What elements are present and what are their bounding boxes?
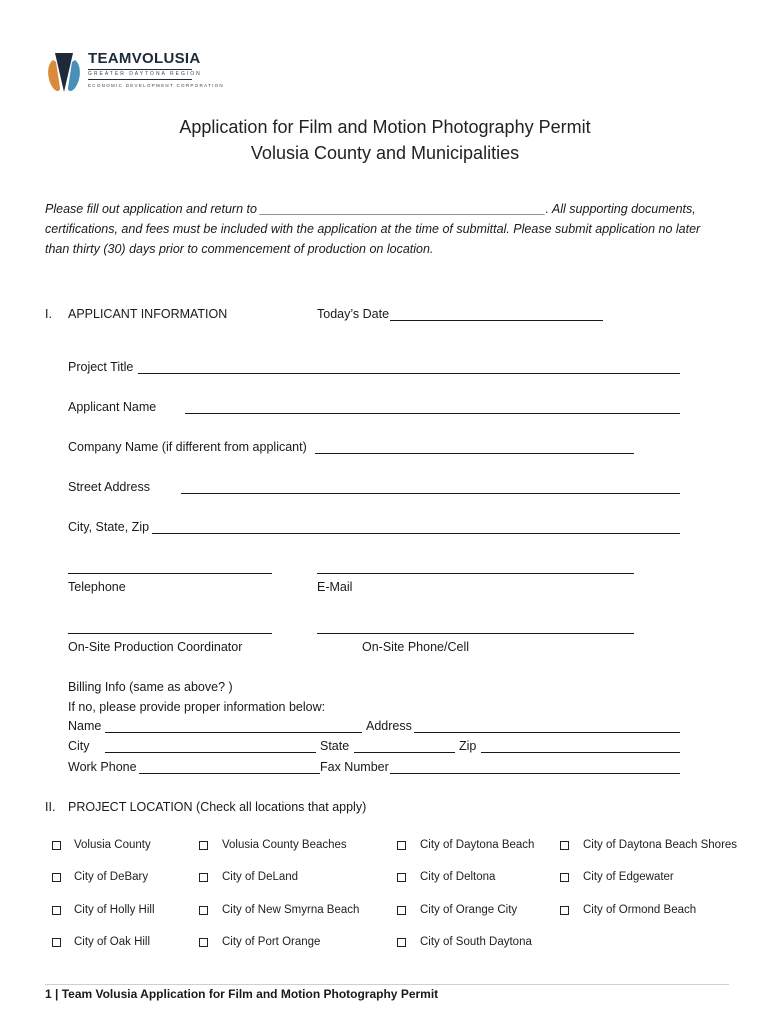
logo-tagline-region: GREATER DAYTONA REGION <box>88 71 202 77</box>
section-1-heading: APPLICANT INFORMATION <box>68 307 228 321</box>
email-label: E-Mail <box>317 580 353 594</box>
telephone-label: Telephone <box>68 580 126 594</box>
location-label: City of Orange City <box>420 904 518 916</box>
location-label: City of Ormond Beach <box>583 904 697 916</box>
section-2-heading: PROJECT LOCATION (Check all locations that apply) <box>68 800 367 814</box>
telephone-field[interactable] <box>68 573 272 574</box>
checkbox-edgewater[interactable] <box>560 873 569 882</box>
billing-zip-field[interactable] <box>481 752 680 753</box>
location-label: City of Daytona Beach <box>420 839 535 851</box>
street-address-label: Street Address <box>68 480 150 494</box>
applicant-name-label: Applicant Name <box>68 400 157 414</box>
location-label: City of South Daytona <box>420 936 532 948</box>
intro-line-3: than thirty (30) days prior to commencement of production on location. <box>45 242 434 256</box>
checkbox-deltona[interactable] <box>397 873 406 882</box>
todays-date-field[interactable] <box>390 320 603 321</box>
street-address-field[interactable] <box>181 493 680 494</box>
location-label: City of Edgewater <box>583 871 674 883</box>
logo-brand-volusia: VOLUSIA <box>131 50 201 67</box>
location-label: City of Port Orange <box>222 936 321 948</box>
project-title-label: Project Title <box>68 360 134 374</box>
checkbox-port-orange[interactable] <box>199 938 208 947</box>
billing-city-field[interactable] <box>105 752 316 753</box>
location-label: City of New Smyrna Beach <box>222 904 360 916</box>
location-label: City of Holly Hill <box>74 904 155 916</box>
document-subtitle: Volusia County and Municipalities <box>250 143 520 163</box>
section-2-number: II. <box>45 800 56 814</box>
city-state-zip-field[interactable] <box>152 533 680 534</box>
company-name-label: Company Name (if different from applicant) <box>68 440 307 454</box>
billing-address-label: Address <box>366 719 412 733</box>
company-name-field[interactable] <box>315 453 634 454</box>
applicant-name-field[interactable] <box>185 413 680 414</box>
checkbox-volusia-county[interactable] <box>52 841 61 850</box>
intro-line-1: Please fill out application and return to _________________________________________. All supporting documents, <box>45 202 696 216</box>
footer-divider <box>45 984 729 985</box>
todays-date-label: Today’s Date <box>317 307 390 321</box>
city-state-zip-label: City, State, Zip <box>68 520 150 534</box>
checkbox-orange-city[interactable] <box>397 906 406 915</box>
email-field[interactable] <box>317 573 634 574</box>
billing-zip-label: Zip <box>459 739 477 753</box>
location-label: Volusia County Beaches <box>222 839 347 851</box>
checkbox-new-smyrna-beach[interactable] <box>199 906 208 915</box>
location-label: City of DeBary <box>74 871 149 883</box>
section-1-number: I. <box>45 307 52 321</box>
work-phone-label: Work Phone <box>68 760 137 774</box>
checkbox-daytona-beach[interactable] <box>397 841 406 850</box>
billing-address-field[interactable] <box>414 732 680 733</box>
location-label: City of Deltona <box>420 871 496 883</box>
intro-line-2: certifications, and fees must be included with the application at the time of submittal. Please submit application no later <box>45 222 701 236</box>
coordinator-field[interactable] <box>68 633 272 634</box>
billing-state-label: State <box>320 739 350 753</box>
billing-info-label: Billing Info (same as above? ) <box>68 680 233 694</box>
location-label: City of Oak Hill <box>74 936 151 948</box>
billing-name-label: Name <box>68 719 102 733</box>
checkbox-ormond-beach[interactable] <box>560 906 569 915</box>
logo-brand-team: TEAM <box>88 50 132 67</box>
billing-state-field[interactable] <box>354 752 455 753</box>
team-volusia-logo <box>44 48 224 96</box>
logo-tagline-edc: ECONOMIC DEVELOPMENT CORPORATION <box>88 83 224 88</box>
onsite-phone-field[interactable] <box>317 633 634 634</box>
page-footer: 1 | Team Volusia Application for Film and Motion Photography Permit <box>45 987 439 1001</box>
checkbox-debary[interactable] <box>52 873 61 882</box>
checkbox-holly-hill[interactable] <box>52 906 61 915</box>
location-label: City of Daytona Beach Shores <box>583 839 738 851</box>
checkbox-oak-hill[interactable] <box>52 938 61 947</box>
logo-mark-icon <box>44 48 84 94</box>
document-title: Application for Film and Motion Photography Permit <box>179 117 591 137</box>
checkbox-south-daytona[interactable] <box>397 938 406 947</box>
billing-instructions: If no, please provide proper information below: <box>68 700 326 714</box>
fax-number-field[interactable] <box>390 773 680 774</box>
checkbox-deland[interactable] <box>199 873 208 882</box>
checkbox-volusia-county-beaches[interactable] <box>199 841 208 850</box>
onsite-phone-label: On-Site Phone/Cell <box>362 640 470 654</box>
checkbox-daytona-beach-shores[interactable] <box>560 841 569 850</box>
location-label: City of DeLand <box>222 871 299 883</box>
billing-name-field[interactable] <box>105 732 362 733</box>
coordinator-label: On-Site Production Coordinator <box>68 640 243 654</box>
fax-number-label: Fax Number <box>320 760 389 774</box>
work-phone-field[interactable] <box>139 773 320 774</box>
project-title-field[interactable] <box>138 373 680 374</box>
location-label: Volusia County <box>74 839 151 851</box>
billing-city-label: City <box>68 739 90 753</box>
